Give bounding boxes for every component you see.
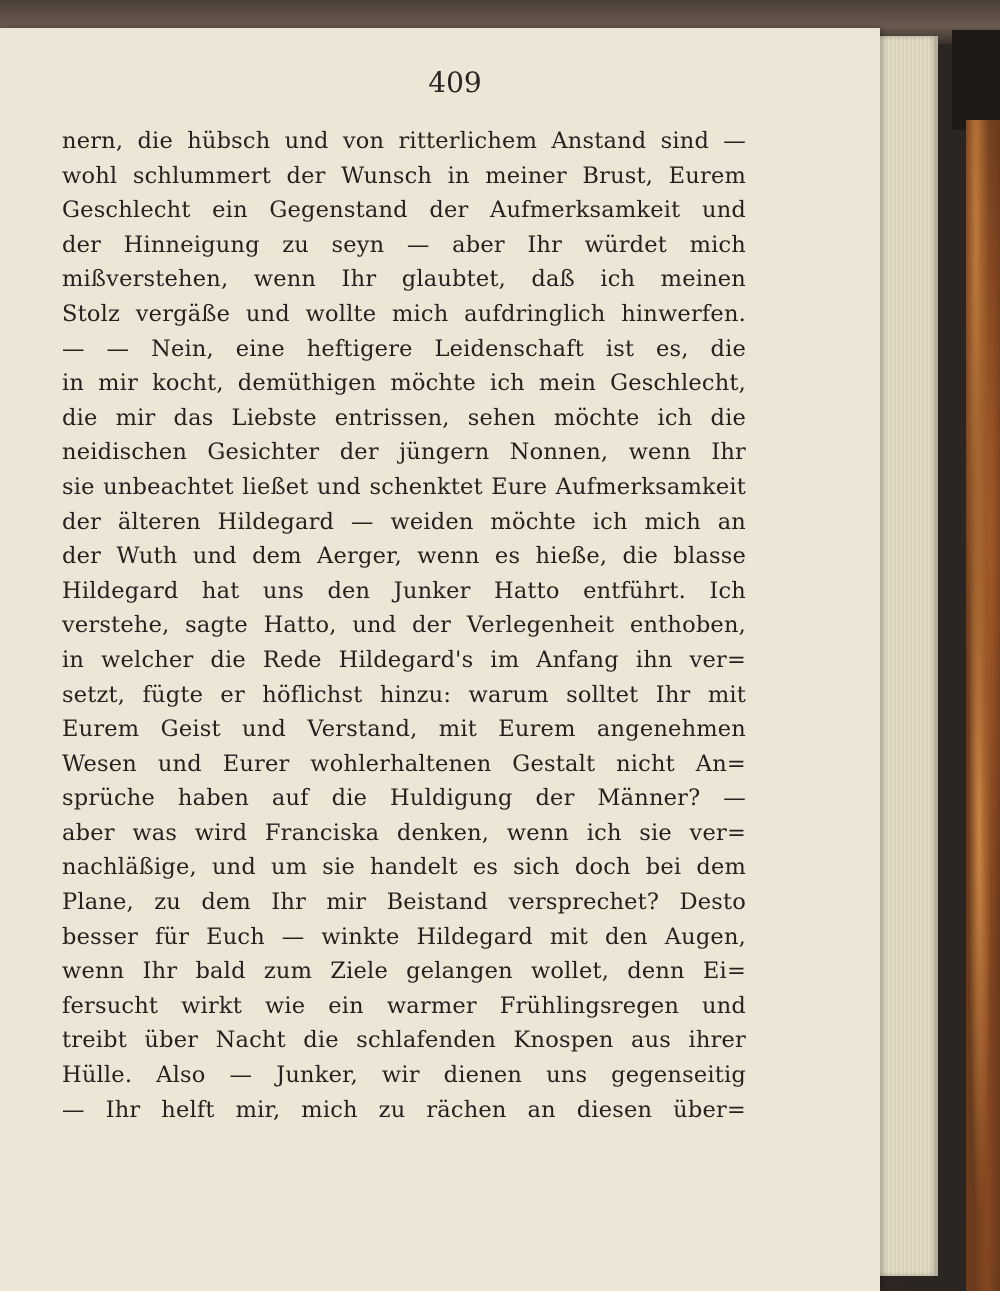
text-line: treibt über Nacht die schlafenden Knospen aus ihrer [62,1027,746,1054]
text-line: Geschlecht ein Gegenstand der Aufmerksamkeit und [62,197,746,224]
text-line: mißverstehen, wenn Ihr glaubtet, daß ich meinen [62,266,746,293]
text-line: nern, die hübsch und von ritterlichem Anstand sind — [62,128,746,154]
text-line: Eurem Geist und Verstand, mit Eurem angenehmen [62,716,746,743]
text-line: Wesen und Eurer wohlerhaltenen Gestalt nicht An= [62,750,746,777]
text-line: besser für Euch — winkte Hildegard mit den Augen, [62,923,746,950]
text-line: der älteren Hildegard — weiden möchte ich mich an [62,508,746,535]
text-line: neidischen Gesichter der jüngern Nonnen, wenn Ihr [62,439,746,466]
text-line: — Ihr helft mir, mich zu rächen an diesen über= [62,1096,746,1123]
page-number: 409 [428,66,482,99]
text-line: Stolz vergäße und wollte mich aufdringlich hinwerfen. [62,300,746,327]
text-line: wenn Ihr bald zum Ziele gelangen wollet, denn Ei= [62,958,746,985]
text-line: Hülle. Also — Junker, wir dienen uns gegenseitig [62,1062,746,1089]
text-line: setzt, fügte er höflichst hinzu: warum solltet Ihr mit [62,681,746,708]
marbled-binding [966,120,1000,1291]
text-line: verstehe, sagte Hatto, und der Verlegenheit enthoben, [62,612,746,639]
body-text [62,124,746,1127]
text-line: in welcher die Rede Hildegard's im Anfang ihn ver= [62,646,746,673]
text-line: aber was wird Franciska denken, wenn ich sie ver= [62,819,746,846]
binding-corner [952,30,1000,130]
text-line: Plane, zu dem Ihr mir Beistand versprechet? Desto [62,889,746,916]
text-line: Hildegard hat uns den Junker Hatto entführt. Ich [62,577,746,604]
text-line: fersucht wirkt wie ein warmer Frühlingsregen und [62,992,746,1019]
book-page [0,28,880,1291]
text-line: in mir kocht, demüthigen möchte ich mein Geschlecht, [62,370,746,397]
text-line: der Hinneigung zu seyn — aber Ihr würdet mich [62,231,746,258]
text-line: wohl schlummert der Wunsch in meiner Brust, Eurem [62,162,746,189]
text-line: sie unbeachtet ließet und schenktet Eure Aufmerksamkeit [62,473,746,500]
text-line: die mir das Liebste entrissen, sehen möchte ich die [62,404,746,431]
text-line: — — Nein, eine heftigere Leidenschaft ist es, die [62,335,746,362]
text-line: sprüche haben auf die Huldigung der Männer? — [62,785,746,812]
text-line: nachläßige, und um sie handelt es sich doch bei dem [62,854,746,881]
text-line: der Wuth und dem Aerger, wenn es hieße, die blasse [62,543,746,570]
